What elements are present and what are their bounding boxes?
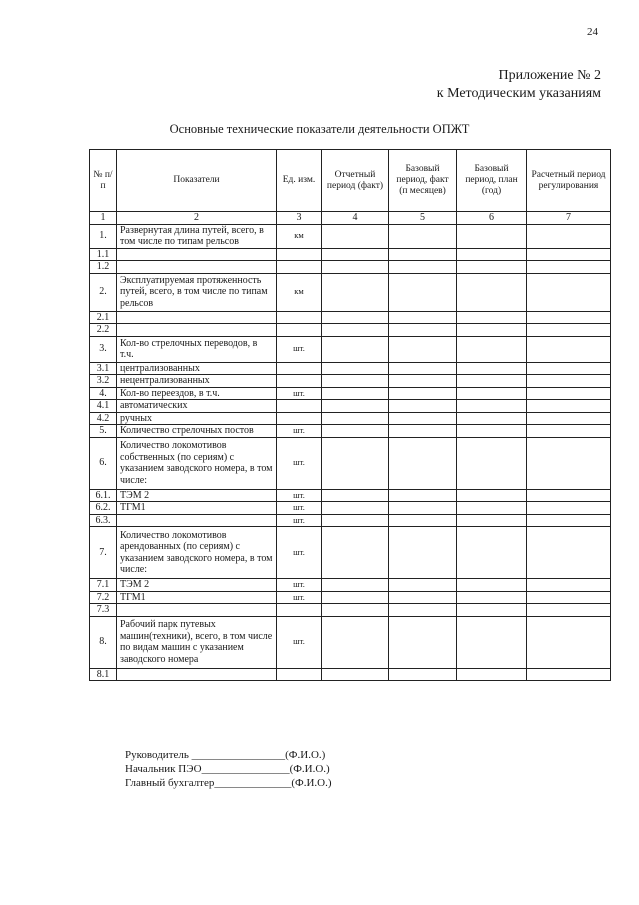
indicator-name: Количество стрелочных постов <box>117 425 277 438</box>
indicators-table <box>89 149 611 681</box>
regulation-period-cell <box>527 224 611 248</box>
reporting-fact-cell <box>322 400 389 413</box>
regulation-period-cell <box>527 437 611 489</box>
table-row <box>90 489 611 502</box>
base-fact-cell <box>389 527 457 579</box>
row-number: 4.2 <box>90 412 117 425</box>
table-row <box>90 502 611 515</box>
unit-of-measure: шт. <box>277 425 322 438</box>
unit-of-measure: шт. <box>277 387 322 400</box>
unit-of-measure <box>277 261 322 274</box>
base-fact-cell <box>389 591 457 604</box>
reporting-fact-cell <box>322 261 389 274</box>
signature-blank: _________________ <box>191 749 286 761</box>
regulation-period-cell <box>527 311 611 324</box>
row-number: 3. <box>90 336 117 362</box>
regulation-period-cell <box>527 400 611 413</box>
indicator-name <box>117 311 277 324</box>
table-row <box>90 224 611 248</box>
reporting-fact-cell <box>322 387 389 400</box>
row-number: 2.1 <box>90 311 117 324</box>
base-fact-cell <box>389 489 457 502</box>
unit-of-measure <box>277 248 322 261</box>
regulation-period-cell <box>527 668 611 681</box>
base-plan-cell <box>457 324 527 337</box>
header-cell: Отчетный период (факт) <box>322 150 389 212</box>
table-row <box>90 311 611 324</box>
base-fact-cell <box>389 412 457 425</box>
base-plan-cell <box>457 224 527 248</box>
indicator-name: автоматических <box>117 400 277 413</box>
signature-role: Руководитель <box>125 749 189 761</box>
regulation-period-cell <box>527 425 611 438</box>
base-fact-cell <box>389 336 457 362</box>
regulation-period-cell <box>527 616 611 668</box>
indicator-name: ручных <box>117 412 277 425</box>
table-row <box>90 248 611 261</box>
table-row <box>90 668 611 681</box>
base-fact-cell <box>389 514 457 527</box>
header-cell: Расчетный период регулирования <box>527 150 611 212</box>
table-body <box>90 224 611 681</box>
base-fact-cell <box>389 616 457 668</box>
reporting-fact-cell <box>322 668 389 681</box>
indicator-name: ТЭМ 2 <box>117 489 277 502</box>
regulation-period-cell <box>527 324 611 337</box>
base-fact-cell <box>389 375 457 388</box>
appendix-line-2: к Методическим указаниям <box>436 86 601 101</box>
unit-of-measure <box>277 412 322 425</box>
reporting-fact-cell <box>322 248 389 261</box>
reporting-fact-cell <box>322 311 389 324</box>
row-number: 7.1 <box>90 579 117 592</box>
signature-role: Главный бухгалтер <box>125 777 215 789</box>
indicator-name: централизованных <box>117 362 277 375</box>
column-number: 2 <box>117 212 277 225</box>
base-plan-cell <box>457 311 527 324</box>
base-fact-cell <box>389 311 457 324</box>
base-fact-cell <box>389 502 457 515</box>
unit-of-measure: шт. <box>277 514 322 527</box>
table-row <box>90 261 611 274</box>
unit-of-measure <box>277 400 322 413</box>
column-number: 3 <box>277 212 322 225</box>
indicator-name: Рабочий парк путевых машин(техники), всего, в том числе по видам машин с указанием заводского номера <box>117 616 277 668</box>
unit-of-measure <box>277 324 322 337</box>
base-plan-cell <box>457 336 527 362</box>
unit-of-measure <box>277 604 322 617</box>
base-plan-cell <box>457 527 527 579</box>
signature-fio: (Ф.И.О.) <box>291 777 332 789</box>
indicator-name <box>117 248 277 261</box>
unit-of-measure: км <box>277 224 322 248</box>
reporting-fact-cell <box>322 527 389 579</box>
unit-of-measure: шт. <box>277 591 322 604</box>
unit-of-measure <box>277 311 322 324</box>
base-plan-cell <box>457 579 527 592</box>
unit-of-measure <box>277 375 322 388</box>
signature-block <box>125 748 332 790</box>
base-fact-cell <box>389 437 457 489</box>
header-cell: Показатели <box>117 150 277 212</box>
reporting-fact-cell <box>322 616 389 668</box>
indicator-name <box>117 514 277 527</box>
table-row <box>90 362 611 375</box>
reporting-fact-cell <box>322 579 389 592</box>
indicator-name: ТЭМ 2 <box>117 579 277 592</box>
base-plan-cell <box>457 273 527 311</box>
unit-of-measure: шт. <box>277 616 322 668</box>
row-number: 4. <box>90 387 117 400</box>
reporting-fact-cell <box>322 224 389 248</box>
row-number: 7.2 <box>90 591 117 604</box>
base-plan-cell <box>457 668 527 681</box>
base-fact-cell <box>389 224 457 248</box>
table-row <box>90 604 611 617</box>
reporting-fact-cell <box>322 489 389 502</box>
column-number-row <box>90 212 611 225</box>
indicator-name <box>117 604 277 617</box>
indicator-name: ТГМ1 <box>117 502 277 515</box>
base-plan-cell <box>457 261 527 274</box>
document-title: Основные технические показатели деятельности ОПЖТ <box>169 122 470 136</box>
table-row <box>90 273 611 311</box>
indicator-name <box>117 668 277 681</box>
row-number: 8. <box>90 616 117 668</box>
row-number: 6.1. <box>90 489 117 502</box>
table-row <box>90 527 611 579</box>
row-number: 2. <box>90 273 117 311</box>
regulation-period-cell <box>527 489 611 502</box>
row-number: 5. <box>90 425 117 438</box>
row-number: 6.2. <box>90 502 117 515</box>
signature-role: Начальник ПЭО <box>125 763 202 775</box>
table-row <box>90 400 611 413</box>
column-number: 4 <box>322 212 389 225</box>
row-number: 1.2 <box>90 261 117 274</box>
reporting-fact-cell <box>322 437 389 489</box>
table-row <box>90 616 611 668</box>
regulation-period-cell <box>527 387 611 400</box>
regulation-period-cell <box>527 375 611 388</box>
table-row <box>90 437 611 489</box>
header-cell: Базовый период, факт (п месяцев) <box>389 150 457 212</box>
row-number: 1. <box>90 224 117 248</box>
regulation-period-cell <box>527 591 611 604</box>
indicator-name: Развернутая длина путей, всего, в том числе по типам рельсов <box>117 224 277 248</box>
page-number: 24 <box>587 26 598 38</box>
row-number: 7. <box>90 527 117 579</box>
indicator-name: Количество локомотивов собственных (по сериям) с указанием заводского номера, в том числе: <box>117 437 277 489</box>
unit-of-measure: шт. <box>277 527 322 579</box>
reporting-fact-cell <box>322 362 389 375</box>
base-fact-cell <box>389 668 457 681</box>
base-plan-cell <box>457 502 527 515</box>
indicator-name: Эксплуатируемая протяженность путей, всего, в том числе по типам рельсов <box>117 273 277 311</box>
signature-line-head-peo <box>125 762 332 776</box>
header-cell: Ед. изм. <box>277 150 322 212</box>
indicator-name: Количество локомотивов арендованных (по сериям) с указанием заводского номера, в том числе: <box>117 527 277 579</box>
column-number: 7 <box>527 212 611 225</box>
reporting-fact-cell <box>322 273 389 311</box>
base-fact-cell <box>389 324 457 337</box>
appendix-line-1: Приложение № 2 <box>498 68 601 83</box>
base-plan-cell <box>457 412 527 425</box>
row-number: 2.2 <box>90 324 117 337</box>
unit-of-measure: шт. <box>277 489 322 502</box>
row-number: 8.1 <box>90 668 117 681</box>
regulation-period-cell <box>527 527 611 579</box>
regulation-period-cell <box>527 362 611 375</box>
signature-line-director <box>125 748 332 762</box>
indicator-name: Кол-во стрелочных переводов, в т.ч. <box>117 336 277 362</box>
base-fact-cell <box>389 387 457 400</box>
appendix-header <box>437 67 601 103</box>
base-plan-cell <box>457 604 527 617</box>
base-plan-cell <box>457 616 527 668</box>
signature-blank: ________________ <box>201 763 290 775</box>
base-fact-cell <box>389 362 457 375</box>
base-fact-cell <box>389 248 457 261</box>
unit-of-measure <box>277 668 322 681</box>
table-row <box>90 336 611 362</box>
reporting-fact-cell <box>322 324 389 337</box>
header-row <box>90 150 611 212</box>
regulation-period-cell <box>527 273 611 311</box>
base-plan-cell <box>457 400 527 413</box>
base-fact-cell <box>389 273 457 311</box>
signature-blank: ______________ <box>214 777 292 789</box>
base-plan-cell <box>457 514 527 527</box>
reporting-fact-cell <box>322 514 389 527</box>
base-plan-cell <box>457 375 527 388</box>
reporting-fact-cell <box>322 591 389 604</box>
column-number: 5 <box>389 212 457 225</box>
regulation-period-cell <box>527 514 611 527</box>
reporting-fact-cell <box>322 375 389 388</box>
unit-of-measure <box>277 362 322 375</box>
regulation-period-cell <box>527 412 611 425</box>
indicator-name <box>117 324 277 337</box>
base-fact-cell <box>389 579 457 592</box>
base-plan-cell <box>457 387 527 400</box>
table-row <box>90 425 611 438</box>
header-cell: № п/п <box>90 150 117 212</box>
table-row <box>90 375 611 388</box>
base-plan-cell <box>457 362 527 375</box>
base-plan-cell <box>457 591 527 604</box>
unit-of-measure: шт. <box>277 437 322 489</box>
base-plan-cell <box>457 425 527 438</box>
table-row <box>90 324 611 337</box>
regulation-period-cell <box>527 248 611 261</box>
column-number: 6 <box>457 212 527 225</box>
row-number: 7.3 <box>90 604 117 617</box>
regulation-period-cell <box>527 579 611 592</box>
base-fact-cell <box>389 261 457 274</box>
regulation-period-cell <box>527 261 611 274</box>
row-number: 1.1 <box>90 248 117 261</box>
reporting-fact-cell <box>322 604 389 617</box>
indicator-name: нецентрализованных <box>117 375 277 388</box>
signature-fio: (Ф.И.О.) <box>289 763 330 775</box>
regulation-period-cell <box>527 336 611 362</box>
table-row <box>90 591 611 604</box>
base-fact-cell <box>389 604 457 617</box>
indicator-name <box>117 261 277 274</box>
base-plan-cell <box>457 489 527 502</box>
base-fact-cell <box>389 425 457 438</box>
row-number: 6. <box>90 437 117 489</box>
base-plan-cell <box>457 437 527 489</box>
unit-of-measure: шт. <box>277 502 322 515</box>
header-cell: Базовый период, план (год) <box>457 150 527 212</box>
indicator-name: Кол-во переездов, в т.ч. <box>117 387 277 400</box>
indicator-name: ТГМ1 <box>117 591 277 604</box>
reporting-fact-cell <box>322 502 389 515</box>
row-number: 6.3. <box>90 514 117 527</box>
signature-fio: (Ф.И.О.) <box>285 749 326 761</box>
column-number: 1 <box>90 212 117 225</box>
table-row <box>90 579 611 592</box>
base-fact-cell <box>389 400 457 413</box>
unit-of-measure: шт. <box>277 579 322 592</box>
base-plan-cell <box>457 248 527 261</box>
reporting-fact-cell <box>322 425 389 438</box>
table-row <box>90 387 611 400</box>
row-number: 3.1 <box>90 362 117 375</box>
signature-line-chief-accountant <box>125 776 332 790</box>
table-row <box>90 412 611 425</box>
table-row <box>90 514 611 527</box>
unit-of-measure: шт. <box>277 336 322 362</box>
row-number: 4.1 <box>90 400 117 413</box>
reporting-fact-cell <box>322 336 389 362</box>
reporting-fact-cell <box>322 412 389 425</box>
row-number: 3.2 <box>90 375 117 388</box>
regulation-period-cell <box>527 502 611 515</box>
regulation-period-cell <box>527 604 611 617</box>
unit-of-measure: км <box>277 273 322 311</box>
